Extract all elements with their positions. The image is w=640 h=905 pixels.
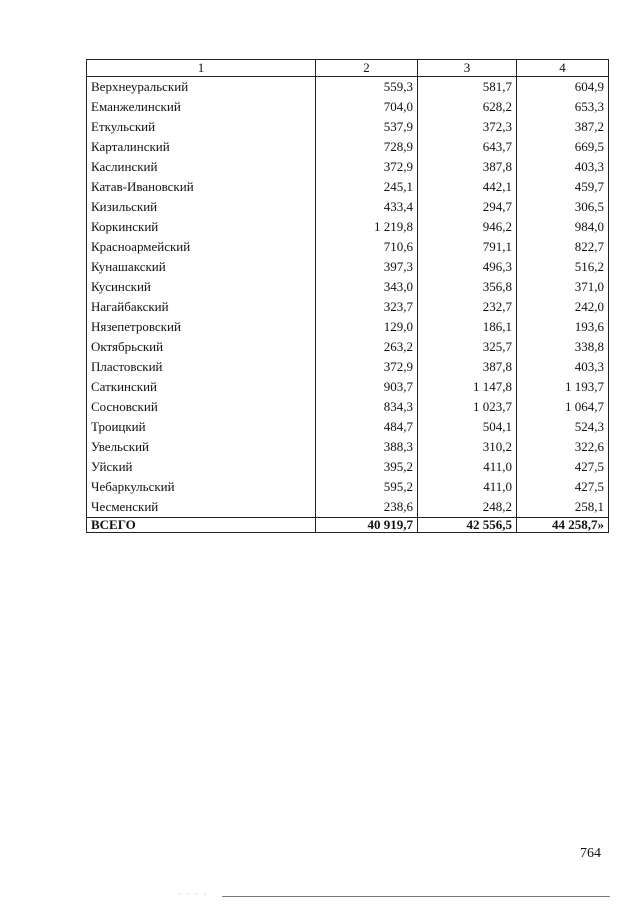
table-row (87, 497, 609, 518)
value-cell-2: 710,6 (316, 237, 418, 257)
value-cell-3: 504,1 (418, 417, 517, 437)
value-cell-3: 294,7 (418, 197, 517, 217)
district-name-cell: Кунашакский (87, 257, 316, 277)
table-row (87, 297, 609, 317)
table-row (87, 257, 609, 277)
value-cell-2: 903,7 (316, 377, 418, 397)
district-name-cell: Увельский (87, 437, 316, 457)
value-cell-2: 484,7 (316, 417, 418, 437)
value-cell-2: 433,4 (316, 197, 418, 217)
value-cell-4: 984,0 (517, 217, 609, 237)
district-name-cell: Октябрьский (87, 337, 316, 357)
value-cell-4: 459,7 (517, 177, 609, 197)
value-cell-4: 242,0 (517, 297, 609, 317)
table-row (87, 217, 609, 237)
district-name-cell: Катав-Ивановский (87, 177, 316, 197)
table-row (87, 377, 609, 397)
total-value-cell-3: 42 556,5 (418, 518, 517, 533)
value-cell-3: 387,8 (418, 157, 517, 177)
district-name-cell: Сосновский (87, 397, 316, 417)
value-cell-4: 516,2 (517, 257, 609, 277)
table-row (87, 237, 609, 257)
value-cell-4: 524,3 (517, 417, 609, 437)
table-row (87, 477, 609, 497)
value-cell-2: 728,9 (316, 137, 418, 157)
table-row (87, 277, 609, 297)
value-cell-2: 343,0 (316, 277, 418, 297)
district-name-cell: Еманжелинский (87, 97, 316, 117)
district-name-cell: Чебаркульский (87, 477, 316, 497)
value-cell-4: 371,0 (517, 277, 609, 297)
column-header-3: 3 (418, 60, 517, 77)
value-cell-2: 595,2 (316, 477, 418, 497)
table-row (87, 177, 609, 197)
table-row (87, 197, 609, 217)
value-cell-4: 193,6 (517, 317, 609, 337)
district-name-cell: Каслинский (87, 157, 316, 177)
value-cell-3: 325,7 (418, 337, 517, 357)
total-row (87, 518, 609, 533)
district-name-cell: Верхнеуральский (87, 77, 316, 98)
value-cell-3: 356,8 (418, 277, 517, 297)
value-cell-3: 248,2 (418, 497, 517, 518)
value-cell-4: 403,3 (517, 157, 609, 177)
district-name-cell: Нагайбакский (87, 297, 316, 317)
district-name-cell: Саткинский (87, 377, 316, 397)
value-cell-4: 1 064,7 (517, 397, 609, 417)
value-cell-2: 1 219,8 (316, 217, 418, 237)
value-cell-3: 186,1 (418, 317, 517, 337)
value-cell-2: 129,0 (316, 317, 418, 337)
value-cell-2: 323,7 (316, 297, 418, 317)
budget-table (86, 59, 609, 533)
value-cell-4: 258,1 (517, 497, 609, 518)
value-cell-3: 411,0 (418, 457, 517, 477)
district-name-cell: Карталинский (87, 137, 316, 157)
value-cell-2: 388,3 (316, 437, 418, 457)
district-name-cell: Кизильский (87, 197, 316, 217)
footer-dots: · · · · (178, 890, 209, 899)
value-cell-4: 403,3 (517, 357, 609, 377)
value-cell-3: 1 023,7 (418, 397, 517, 417)
value-cell-3: 387,8 (418, 357, 517, 377)
value-cell-4: 1 193,7 (517, 377, 609, 397)
value-cell-2: 263,2 (316, 337, 418, 357)
value-cell-3: 581,7 (418, 77, 517, 98)
value-cell-2: 537,9 (316, 117, 418, 137)
total-value-cell-4: 44 258,7» (517, 518, 609, 533)
value-cell-4: 322,6 (517, 437, 609, 457)
value-cell-2: 559,3 (316, 77, 418, 98)
footer-rule (222, 896, 610, 897)
value-cell-3: 411,0 (418, 477, 517, 497)
value-cell-3: 310,2 (418, 437, 517, 457)
district-name-cell: Еткульский (87, 117, 316, 137)
district-name-cell: Пластовский (87, 357, 316, 377)
district-name-cell: Троицкий (87, 417, 316, 437)
value-cell-3: 791,1 (418, 237, 517, 257)
table-row (87, 437, 609, 457)
table-row (87, 97, 609, 117)
value-cell-3: 1 147,8 (418, 377, 517, 397)
value-cell-2: 245,1 (316, 177, 418, 197)
page-number: 764 (580, 846, 601, 861)
table-row (87, 157, 609, 177)
value-cell-2: 238,6 (316, 497, 418, 518)
value-cell-4: 427,5 (517, 457, 609, 477)
column-header-4: 4 (517, 60, 609, 77)
table-row (87, 397, 609, 417)
value-cell-3: 628,2 (418, 97, 517, 117)
district-name-cell: Коркинский (87, 217, 316, 237)
value-cell-2: 704,0 (316, 97, 418, 117)
table-row (87, 457, 609, 477)
value-cell-3: 232,7 (418, 297, 517, 317)
value-cell-4: 822,7 (517, 237, 609, 257)
value-cell-3: 496,3 (418, 257, 517, 277)
table-row (87, 117, 609, 137)
header-row (87, 60, 609, 77)
total-value-cell-2: 40 919,7 (316, 518, 418, 533)
table-row (87, 417, 609, 437)
district-name-cell: Кусинский (87, 277, 316, 297)
value-cell-4: 653,3 (517, 97, 609, 117)
value-cell-3: 946,2 (418, 217, 517, 237)
value-cell-3: 442,1 (418, 177, 517, 197)
value-cell-3: 372,3 (418, 117, 517, 137)
value-cell-4: 338,8 (517, 337, 609, 357)
district-name-cell: Уйский (87, 457, 316, 477)
column-header-1: 1 (87, 60, 316, 77)
value-cell-3: 643,7 (418, 137, 517, 157)
total-label-cell: ВСЕГО (87, 518, 316, 533)
district-name-cell: Красноармейский (87, 237, 316, 257)
value-cell-4: 669,5 (517, 137, 609, 157)
district-name-cell: Нязепетровский (87, 317, 316, 337)
table-row (87, 357, 609, 377)
table-row (87, 337, 609, 357)
value-cell-4: 604,9 (517, 77, 609, 98)
value-cell-2: 372,9 (316, 157, 418, 177)
table-row (87, 137, 609, 157)
value-cell-2: 395,2 (316, 457, 418, 477)
value-cell-2: 397,3 (316, 257, 418, 277)
value-cell-4: 427,5 (517, 477, 609, 497)
value-cell-2: 372,9 (316, 357, 418, 377)
table-row (87, 77, 609, 98)
table-row (87, 317, 609, 337)
column-header-2: 2 (316, 60, 418, 77)
value-cell-4: 387,2 (517, 117, 609, 137)
value-cell-2: 834,3 (316, 397, 418, 417)
district-name-cell: Чесменский (87, 497, 316, 518)
value-cell-4: 306,5 (517, 197, 609, 217)
